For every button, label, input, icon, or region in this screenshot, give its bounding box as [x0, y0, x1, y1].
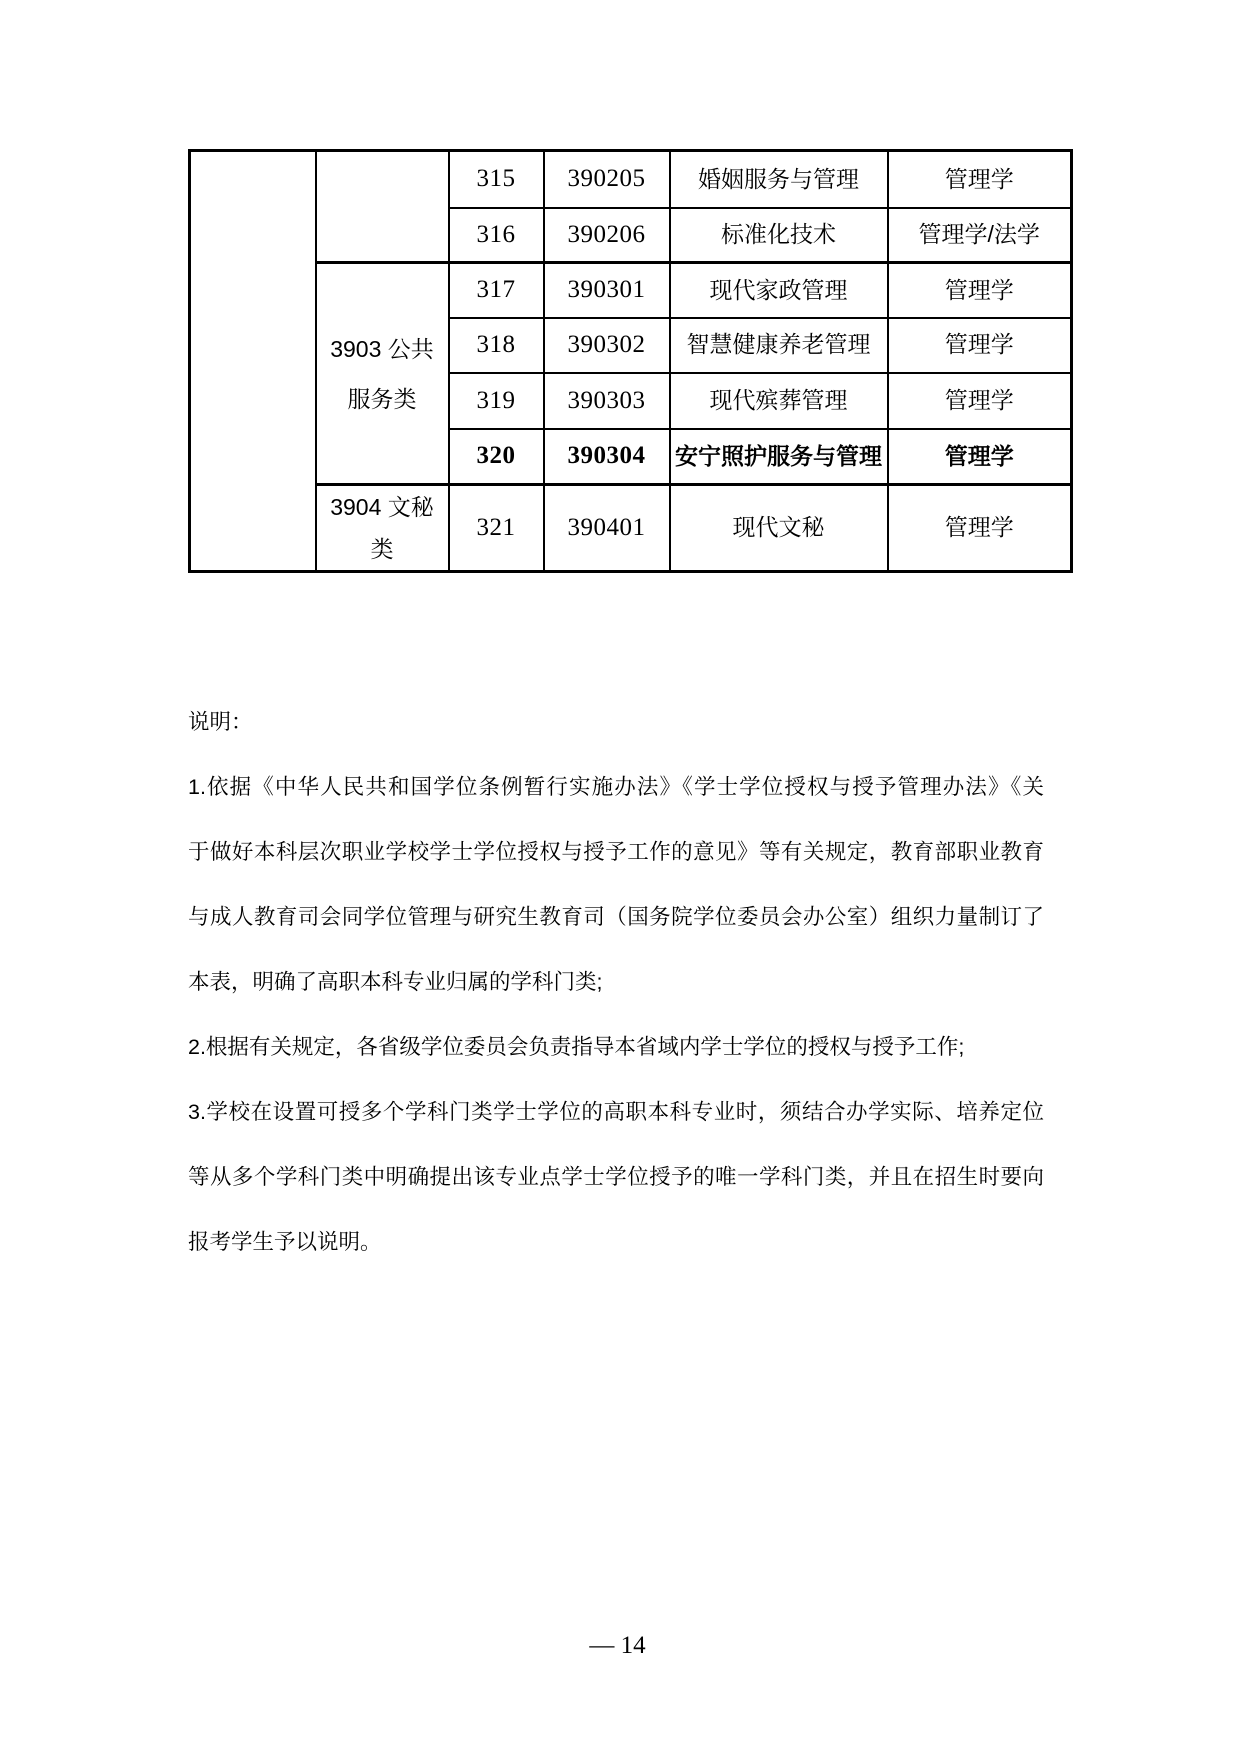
category-line: 3904 文秘: [330, 494, 434, 520]
notes-section: [188, 690, 1044, 1275]
cell-major-code: 390302: [544, 318, 670, 373]
cell-serial: 318: [449, 318, 544, 373]
notes-line: 本表，明确了高职本科专业归属的学科门类;: [188, 970, 603, 994]
cell-degree-category: 管理学: [888, 373, 1072, 429]
cell-degree-category: 管理学: [888, 318, 1072, 373]
cell-major-name: 现代文秘: [670, 485, 888, 572]
notes-heading: 说明：: [188, 710, 253, 734]
table-row: [190, 263, 1072, 318]
cell-major-code: 390304: [544, 429, 670, 485]
table-row: [190, 151, 1072, 208]
cell-major-code: 390303: [544, 373, 670, 429]
notes-line: 3.学校在设置可授多个学科门类学士学位的高职本科专业时，须结合办学实际、培养定位: [188, 1100, 1044, 1124]
cell-serial: 319: [449, 373, 544, 429]
cell-category-3904: [316, 485, 449, 572]
cell-degree-category: 管理学: [888, 429, 1072, 485]
notes-line: 报考学生予以说明。: [188, 1230, 382, 1254]
cell-major-name: 安宁照护服务与管理: [670, 429, 888, 485]
cell-serial: 315: [449, 151, 544, 208]
cell-major-name: 标准化技术: [670, 208, 888, 263]
notes-line: 与成人教育司会同学位管理与研究生教育司（国务院学位委员会办公室）组织力量制订了: [188, 905, 1044, 929]
notes-line: 1.依据《中华人民共和国学位条例暂行实施办法》《学士学位授权与授予管理办法》《关: [188, 775, 1044, 799]
notes-line: 于做好本科层次职业学校学士学位授权与授予工作的意见》等有关规定，教育部职业教育: [188, 840, 1044, 864]
cell-major-code: 390301: [544, 263, 670, 318]
cell-serial: 317: [449, 263, 544, 318]
notes-line: 等从多个学科门类中明确提出该专业点学士学位授予的唯一学科门类，并且在招生时要向: [188, 1165, 1044, 1189]
category-line: 3903 公共: [330, 335, 434, 362]
cell-degree-category: 管理学/法学: [888, 208, 1072, 263]
notes-line: 2.根据有关规定，各省级学位委员会负责指导本省域内学士学位的授权与授予工作;: [188, 1035, 965, 1059]
cell-serial: 316: [449, 208, 544, 263]
cell-major-name: 婚姻服务与管理: [670, 151, 888, 208]
cell-degree-category: 管理学: [888, 151, 1072, 208]
majors-table: [188, 149, 1073, 573]
cell-degree-category: 管理学: [888, 485, 1072, 572]
cell-category-continued-empty: [316, 151, 449, 263]
cell-serial: 321: [449, 485, 544, 572]
cell-parent-category-empty: [190, 151, 316, 572]
cell-major-name: 现代殡葬管理: [670, 373, 888, 429]
cell-major-code: 390205: [544, 151, 670, 208]
cell-degree-category: 管理学: [888, 263, 1072, 318]
cell-major-name: 智慧健康养老管理: [670, 318, 888, 373]
cell-category-3903: [316, 263, 449, 485]
category-line: 服务类: [347, 385, 417, 412]
category-line: 类: [370, 536, 394, 562]
cell-major-code: 390401: [544, 485, 670, 572]
table-row: [190, 485, 1072, 572]
cell-serial: 320: [449, 429, 544, 485]
cell-major-code: 390206: [544, 208, 670, 263]
page-number: — 14: [589, 1632, 646, 1659]
cell-major-name: 现代家政管理: [670, 263, 888, 318]
